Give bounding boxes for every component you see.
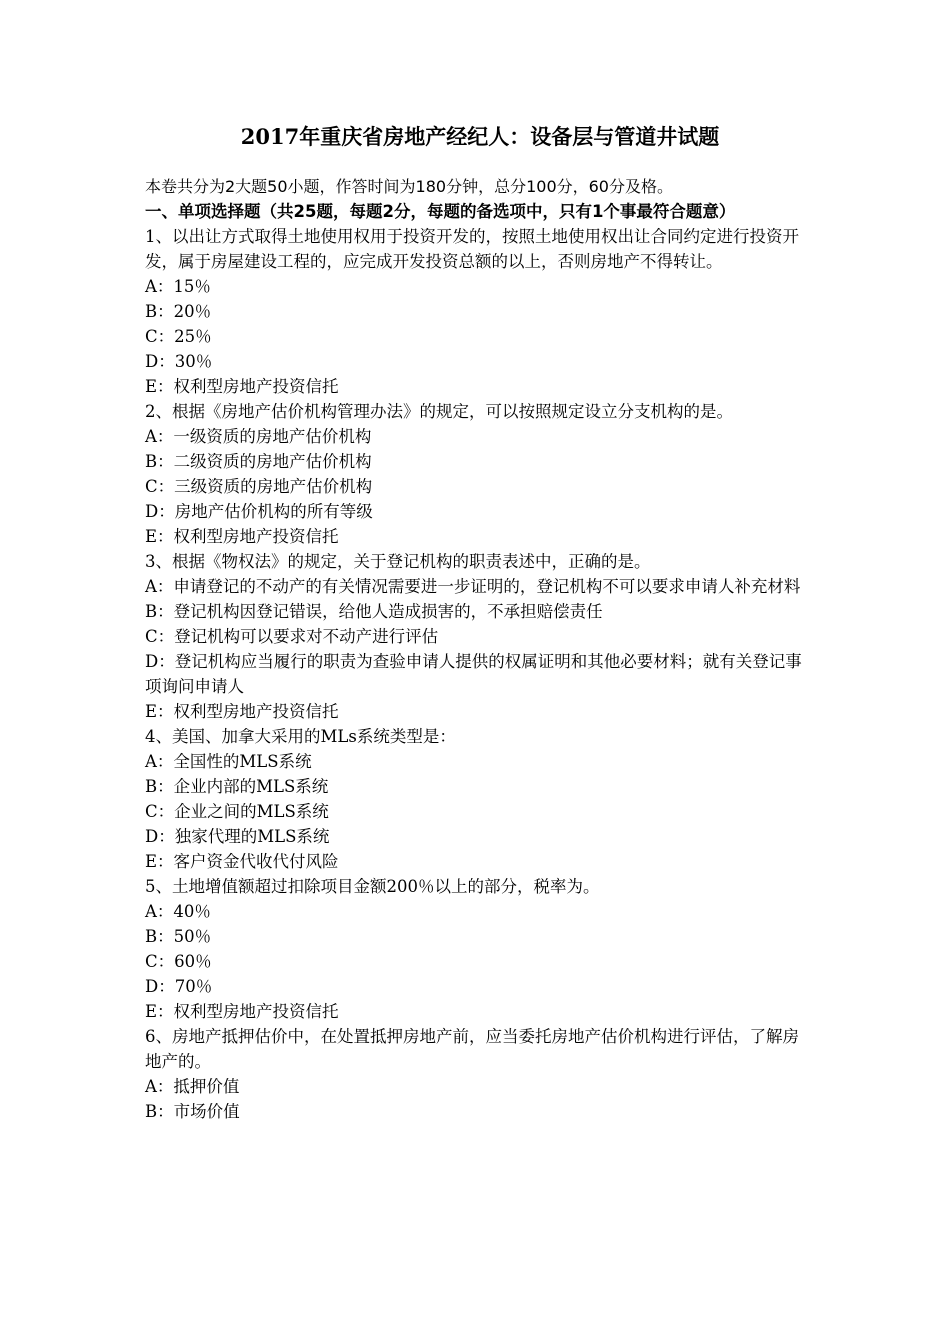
document-title: 2017年重庆省房地产经纪人：设备层与管道井试题 xyxy=(240,124,720,149)
question-6 xyxy=(145,1024,815,1124)
option-a: A：全国性的MLS系统 xyxy=(145,752,312,771)
option-e: E：权利型房地产投资信托 xyxy=(145,702,339,721)
option-b: B：企业内部的MLS系统 xyxy=(145,777,329,796)
option-e: E：权利型房地产投资信托 xyxy=(145,527,339,546)
document-page xyxy=(145,122,815,1124)
option-a: A：40％ xyxy=(145,902,211,921)
question-3 xyxy=(145,549,815,724)
option-c: C：三级资质的房地产估价机构 xyxy=(145,477,373,496)
exam-intro: 本卷共分为2大题50小题，作答时间为180分钟，总分100分，60分及格。 xyxy=(145,177,673,196)
question-text: 5、土地增值额超过扣除项目金额200％以上的部分，税率为。 xyxy=(145,877,600,896)
question-4 xyxy=(145,724,815,874)
option-e: E：客户资金代收代付风险 xyxy=(145,852,339,871)
option-d: D：70％ xyxy=(145,977,213,996)
section-heading: 一、单项选择题（共25题，每题2分，每题的备选项中，只有1个事最符合题意） xyxy=(145,202,736,221)
option-e: E：权利型房地产投资信托 xyxy=(145,1002,339,1021)
question-text: 2、根据《房地产估价机构管理办法》的规定，可以按照规定设立分支机构的是。 xyxy=(145,402,733,421)
option-a: A：一级资质的房地产估价机构 xyxy=(145,427,372,446)
option-a: A：抵押价值 xyxy=(145,1077,240,1096)
option-e: E：权利型房地产投资信托 xyxy=(145,377,339,396)
option-c: C：60％ xyxy=(145,952,212,971)
option-b: B：市场价值 xyxy=(145,1102,240,1121)
option-d: D：独家代理的MLS系统 xyxy=(145,827,330,846)
option-b: B：20％ xyxy=(145,302,212,321)
question-2 xyxy=(145,399,815,549)
option-d: D：房地产估价机构的所有等级 xyxy=(145,502,373,521)
question-1 xyxy=(145,224,815,399)
option-c: C：登记机构可以要求对不动产进行评估 xyxy=(145,627,439,646)
option-b: B：二级资质的房地产估价机构 xyxy=(145,452,372,471)
question-text: 6、房地产抵押估价中，在处置抵押房地产前，应当委托房地产估价机构进行评估，了解房地产的。 xyxy=(145,1027,799,1071)
question-5 xyxy=(145,874,815,1024)
option-b: B：登记机构因登记错误，给他人造成损害的，不承担赔偿责任 xyxy=(145,602,603,621)
question-text: 3、根据《物权法》的规定，关于登记机构的职责表述中，正确的是。 xyxy=(145,552,651,571)
question-text: 1、以出让方式取得土地使用权用于投资开发的，按照土地使用权出让合同约定进行投资开发，属于房屋建设工程的，应完成开发投资总额的以上，否则房地产不得转让。 xyxy=(145,227,799,271)
option-c: C：企业之间的MLS系统 xyxy=(145,802,329,821)
option-b: B：50％ xyxy=(145,927,212,946)
option-a: A：15％ xyxy=(145,277,211,296)
option-a: A：申请登记的不动产的有关情况需要进一步证明的，登记机构不可以要求申请人补充材料 xyxy=(145,577,801,596)
option-d: D：登记机构应当履行的职责为查验申请人提供的权属证明和其他必要材料；就有关登记事项询问申请人 xyxy=(145,652,802,696)
option-d: D：30％ xyxy=(145,352,213,371)
question-text: 4、美国、加拿大采用的MLs系统类型是： xyxy=(145,727,456,746)
option-c: C：25％ xyxy=(145,327,212,346)
